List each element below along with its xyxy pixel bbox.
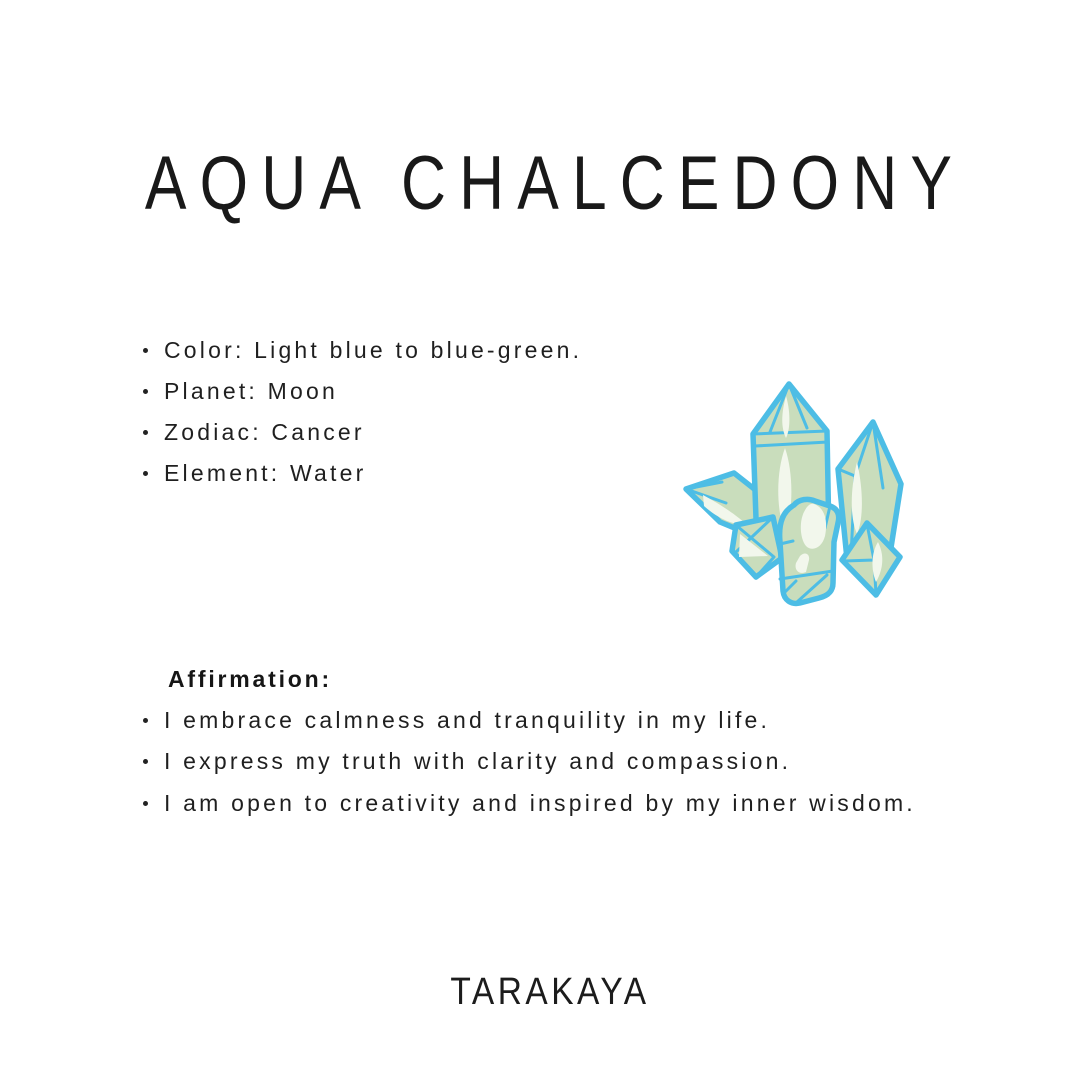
page-title: AQUA CHALCEDONY [144,141,966,226]
bullet-dot [143,348,148,353]
affirmation-text: I express my truth with clarity and compassion. [164,748,792,775]
crystal-small-left [732,517,782,577]
affirmation-text: I embrace calmness and tranquility in my life. [164,707,771,733]
bullet-dot [143,801,148,806]
bullet-dot [143,430,148,435]
property-text: Color: Light blue to blue-green. [164,337,583,363]
affirmation-text: I am open to creativity and inspired by my inner wisdom. [164,789,916,816]
bullet-dot [143,389,148,394]
affirmation-section [137,658,937,824]
property-text: Element: Water [164,460,367,486]
list-item [137,741,937,782]
brand-name: TARAKAYA [450,971,650,1013]
list-item [137,330,777,371]
affirmation-heading: Affirmation: [168,666,332,692]
bullet-dot [143,471,148,476]
list-item [137,700,937,741]
list-item [137,783,937,824]
bullet-dot [143,759,148,764]
property-text: Zodiac: Cancer [164,419,365,445]
crystal-cluster-illustration [676,376,916,616]
bullet-dot [143,718,148,723]
crystal-front [780,499,839,603]
affirmation-list [137,700,937,824]
property-text: Planet: Moon [164,378,338,404]
